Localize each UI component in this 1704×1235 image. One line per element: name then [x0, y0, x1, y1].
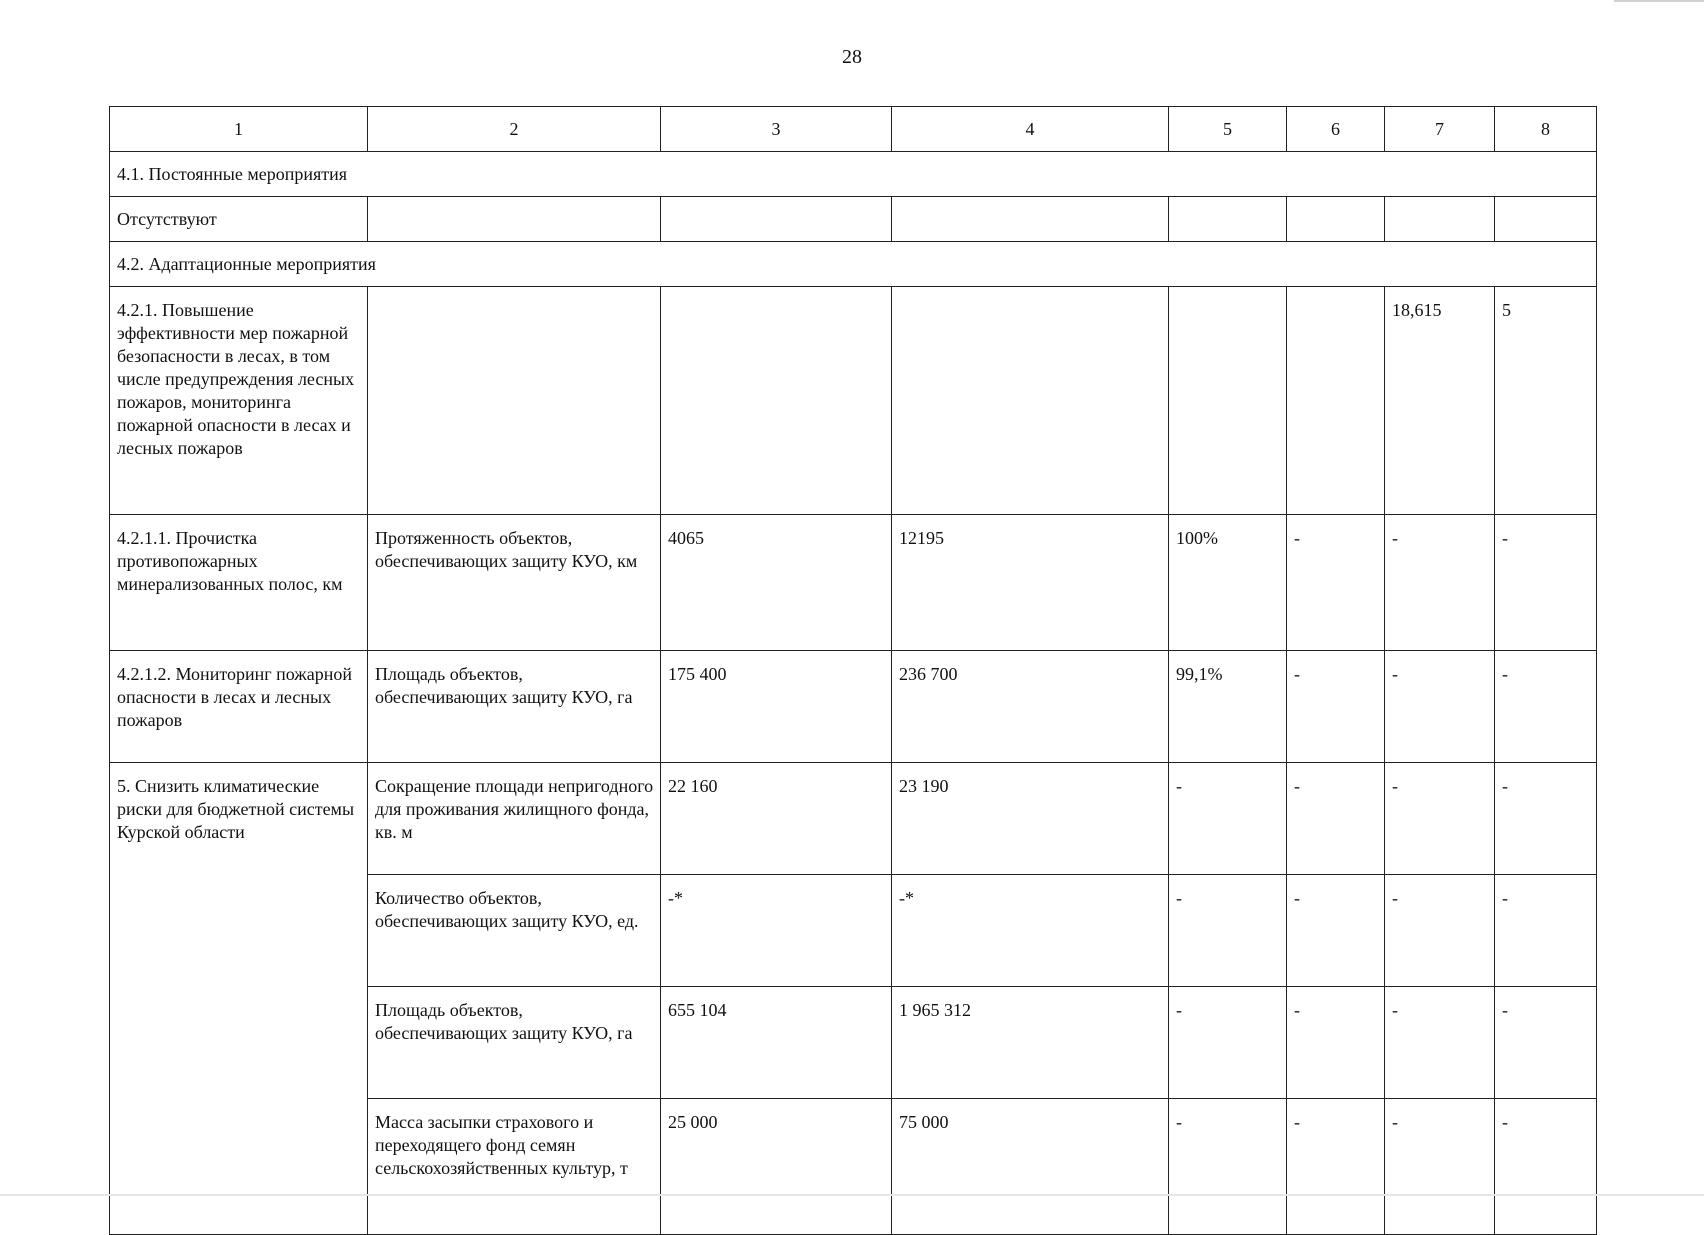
table-row: [110, 287, 1597, 515]
value-cell-7: -: [1385, 651, 1495, 763]
indicator-cell: Масса засыпки страхового и переходящего фонд семян сельскохозяйственных культур, т: [368, 1099, 661, 1235]
value-cell-7: -: [1385, 763, 1495, 875]
value-cell-4: 12195: [892, 515, 1169, 651]
value-cell-8: -: [1495, 651, 1597, 763]
value-cell-5: -: [1169, 987, 1287, 1099]
indicator-cell: Количество объектов, обеспечивающих защиту КУО, ед.: [368, 875, 661, 987]
table-cell: [368, 287, 661, 515]
section-row-4-2: [110, 242, 1597, 287]
value-cell-8: -: [1495, 515, 1597, 651]
value-cell-4: 236 700: [892, 651, 1169, 763]
table-cell: [892, 287, 1169, 515]
column-header-5: 5: [1169, 107, 1287, 152]
value-cell-8: -: [1495, 1099, 1597, 1235]
column-header-6: 6: [1287, 107, 1385, 152]
section-title-4-1: 4.1. Постоянные мероприятия: [110, 152, 1597, 197]
value-cell-3: 22 160: [661, 763, 892, 875]
value-cell-8: 5: [1495, 287, 1597, 515]
goal-name-cell: 5. Снизить климатические риски для бюджетной системы Курской области: [110, 763, 368, 1235]
section-row-4-1: [110, 152, 1597, 197]
table-cell: [661, 287, 892, 515]
value-cell-5: -: [1169, 875, 1287, 987]
value-cell-5: 99,1%: [1169, 651, 1287, 763]
value-cell-5: -: [1169, 1099, 1287, 1235]
column-header-3: 3: [661, 107, 892, 152]
value-cell-3: 655 104: [661, 987, 892, 1099]
page-number: 28: [842, 46, 862, 68]
column-header-7: 7: [1385, 107, 1495, 152]
column-number-row: [110, 107, 1597, 152]
value-cell-7: 18,615: [1385, 287, 1495, 515]
value-cell-3: 25 000: [661, 1099, 892, 1235]
measure-name-cell: 4.2.1. Повышение эффективности мер пожарной безопасности в лесах, в том числе предупреждения лесных пожаров, мониторинга пожарной опасности в лесах и лесных пожаров: [110, 287, 368, 515]
table-cell: [1385, 197, 1495, 242]
scan-bottom-line: [0, 1194, 1704, 1196]
value-cell-7: -: [1385, 987, 1495, 1099]
value-cell-4: 23 190: [892, 763, 1169, 875]
value-cell-3: 175 400: [661, 651, 892, 763]
table-cell: [1287, 287, 1385, 515]
table-cell: [1287, 197, 1385, 242]
absent-label: Отсутствуют: [110, 197, 368, 242]
table-cell: [368, 197, 661, 242]
value-cell-4: -*: [892, 875, 1169, 987]
column-header-1: 1: [110, 107, 368, 152]
measure-name-cell: 4.2.1.2. Мониторинг пожарной опасности в лесах и лесных пожаров: [110, 651, 368, 763]
indicator-cell: Площадь объектов, обеспечивающих защиту КУО, га: [368, 987, 661, 1099]
value-cell-7: -: [1385, 1099, 1495, 1235]
value-cell-6: -: [1287, 987, 1385, 1099]
table-row: [110, 651, 1597, 763]
measure-name-cell: 4.2.1.1. Прочистка противопожарных минерализованных полос, км: [110, 515, 368, 651]
value-cell-8: -: [1495, 763, 1597, 875]
indicator-cell: Сокращение площади непригодного для проживания жилищного фонда, кв. м: [368, 763, 661, 875]
table-cell: [1169, 287, 1287, 515]
table-row: [110, 197, 1597, 242]
value-cell-4: 75 000: [892, 1099, 1169, 1235]
indicator-cell: Площадь объектов, обеспечивающих защиту КУО, га: [368, 651, 661, 763]
section-title-4-2: 4.2. Адаптационные мероприятия: [110, 242, 1597, 287]
value-cell-6: -: [1287, 763, 1385, 875]
indicator-cell: Протяженность объектов, обеспечивающих защиту КУО, км: [368, 515, 661, 651]
value-cell-7: -: [1385, 875, 1495, 987]
value-cell-6: -: [1287, 1099, 1385, 1235]
table-cell: [661, 197, 892, 242]
value-cell-8: -: [1495, 987, 1597, 1099]
table-row: [110, 515, 1597, 651]
value-cell-6: -: [1287, 651, 1385, 763]
value-cell-4: 1 965 312: [892, 987, 1169, 1099]
table-row: [110, 763, 1597, 875]
measures-table: [109, 106, 1597, 1235]
value-cell-3: 4065: [661, 515, 892, 651]
column-header-8: 8: [1495, 107, 1597, 152]
column-header-4: 4: [892, 107, 1169, 152]
column-header-2: 2: [368, 107, 661, 152]
value-cell-6: -: [1287, 875, 1385, 987]
value-cell-3: -*: [661, 875, 892, 987]
table-cell: [1169, 197, 1287, 242]
value-cell-8: -: [1495, 875, 1597, 987]
value-cell-6: -: [1287, 515, 1385, 651]
value-cell-5: -: [1169, 763, 1287, 875]
scan-edge-mark: [1614, 0, 1704, 2]
value-cell-5: 100%: [1169, 515, 1287, 651]
table-cell: [892, 197, 1169, 242]
table-cell: [1495, 197, 1597, 242]
value-cell-7: -: [1385, 515, 1495, 651]
